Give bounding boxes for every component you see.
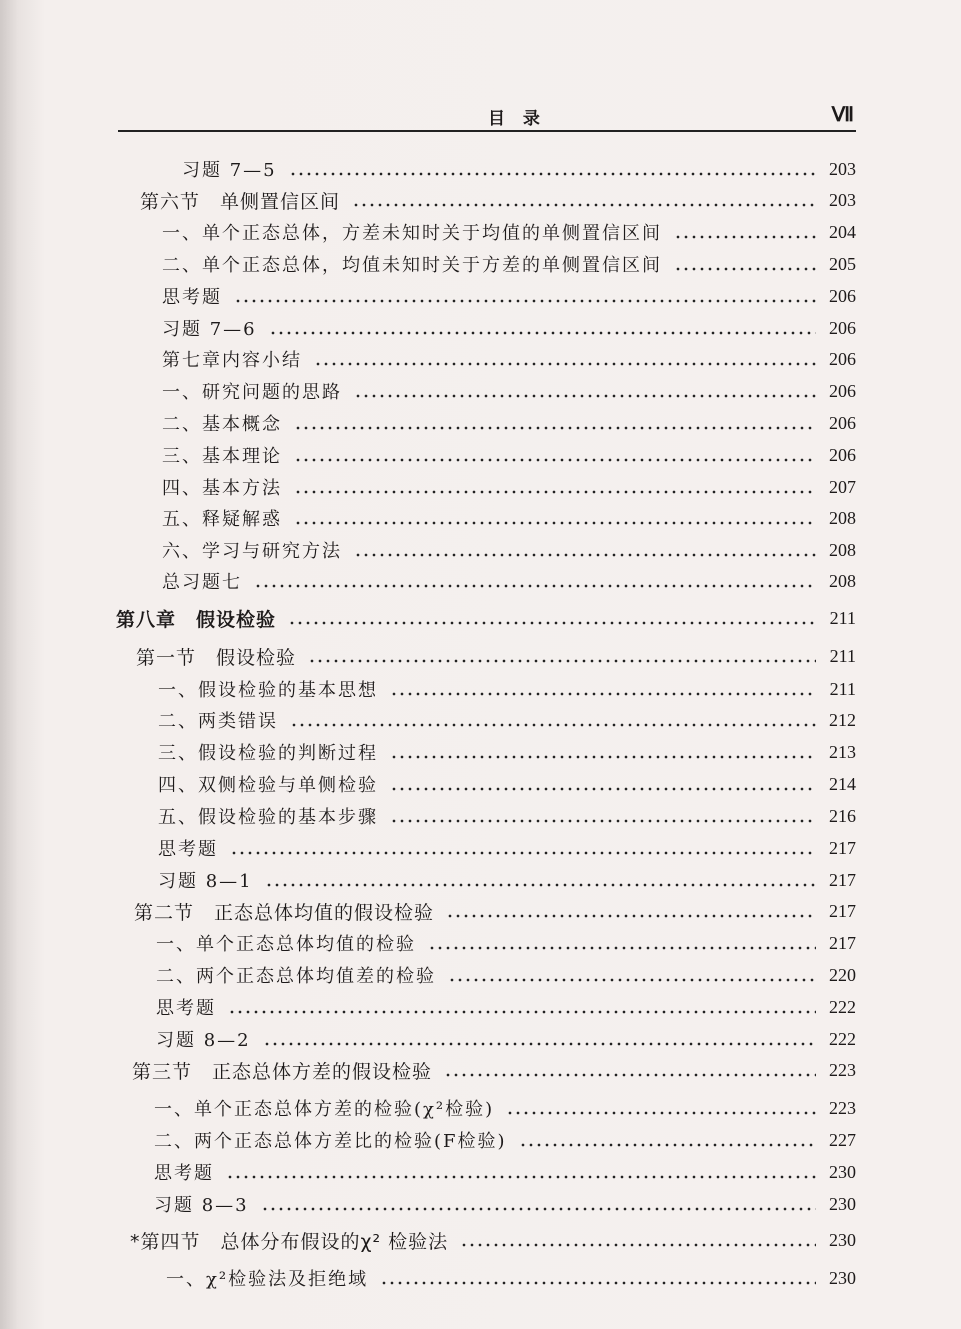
- toc-entry-title: 一、单个正态总体方差的检验(χ²检验): [154, 1099, 495, 1120]
- toc-entry-title: 习题 8—3: [154, 1195, 249, 1216]
- toc-entry-title: 五、释疑解惑: [162, 509, 282, 530]
- toc-entry-page: 223: [829, 1097, 856, 1118]
- dot-leader: [294, 521, 816, 525]
- toc-entry: [154, 1126, 856, 1154]
- toc-entry-page: 206: [829, 285, 856, 306]
- toc-entry-title: 六、学习与研究方法: [162, 541, 342, 562]
- toc-entry-page: 216: [829, 805, 856, 826]
- dot-leader: [290, 723, 816, 727]
- dot-leader: [460, 1243, 816, 1247]
- toc-entry: [162, 282, 856, 310]
- toc-entry: [162, 250, 856, 278]
- dot-leader: [390, 787, 816, 791]
- toc-entry: [158, 706, 856, 734]
- toc-entry: [162, 473, 856, 501]
- toc-entry-title: 第三节 正态总体方差的假设检验: [132, 1060, 433, 1083]
- toc-entry-page: 213: [829, 741, 856, 762]
- toc-entry-title: 思考题: [156, 998, 216, 1019]
- dot-leader: [289, 172, 816, 176]
- dot-leader: [354, 394, 816, 398]
- dot-leader: [254, 584, 816, 588]
- toc-entry-title: 第一节 假设检验: [136, 646, 297, 669]
- toc-entry-page: 227: [829, 1129, 856, 1150]
- toc-entry-page: 203: [829, 158, 856, 179]
- toc-entry-page: 205: [829, 253, 856, 274]
- toc-entry: [158, 802, 856, 830]
- toc-entry: [162, 345, 856, 373]
- toc-entry-title: 习题 8—2: [156, 1030, 251, 1051]
- toc-entry: [162, 536, 856, 564]
- toc-entry-title: 五、假设检验的基本步骤: [158, 807, 378, 828]
- toc-entry-page: 217: [829, 837, 856, 858]
- toc-entry: [134, 897, 856, 925]
- toc-entry-title: 三、基本理论: [162, 446, 282, 467]
- toc-entry-title: 思考题: [158, 839, 218, 860]
- dot-leader: [228, 1010, 816, 1014]
- dot-leader: [448, 978, 816, 982]
- toc-entry-title: 二、两类错误: [158, 711, 278, 732]
- toc-entry-page: 212: [829, 709, 856, 730]
- dot-leader: [446, 914, 816, 918]
- dot-leader: [294, 426, 816, 430]
- toc-entry: [136, 642, 856, 670]
- dot-leader: [261, 1207, 816, 1211]
- dot-leader: [444, 1073, 816, 1077]
- toc-entry-page: 230: [829, 1161, 856, 1182]
- dot-leader: [674, 235, 816, 239]
- toc-entry-page: 230: [829, 1229, 856, 1250]
- toc-entry-page: 206: [829, 412, 856, 433]
- toc-entry-page: 206: [829, 444, 856, 465]
- toc-entry: [154, 1094, 856, 1122]
- dot-leader: [352, 203, 816, 207]
- toc-entry-page: 211: [829, 645, 856, 666]
- dot-leader: [308, 659, 816, 663]
- toc-entry-page: 211: [829, 678, 856, 699]
- toc-entry: [130, 1226, 856, 1254]
- toc-entry-title: 一、单个正态总体均值的检验: [156, 934, 416, 955]
- toc-entry-page: 207: [829, 476, 856, 497]
- toc-entry-title: 第二节 正态总体均值的假设检验: [134, 901, 435, 924]
- toc-entry-title: 三、假设检验的判断过程: [158, 743, 378, 764]
- toc-entry-page: 206: [829, 317, 856, 338]
- toc-entry: [156, 993, 856, 1021]
- toc-entry-title: 习题 7—5: [182, 160, 277, 181]
- toc-entry-title: *第四节 总体分布假设的χ² 检验法: [130, 1230, 449, 1253]
- toc-entry-title: 总习题七: [162, 572, 242, 593]
- toc-entry-title: 第七章内容小结: [162, 350, 302, 371]
- toc-entry-page: 222: [829, 996, 856, 1017]
- toc-entry-page: 214: [829, 773, 856, 794]
- toc-entry-page: 230: [829, 1193, 856, 1214]
- dot-leader: [354, 553, 816, 557]
- toc-entry-title: 二、两个正态总体方差比的检验(F检验): [154, 1131, 507, 1152]
- toc-chapter-entry: [116, 604, 856, 632]
- toc-entry-title: 一、χ²检验法及拒绝域: [166, 1269, 369, 1290]
- dot-leader: [390, 692, 816, 696]
- toc-entry-title: 第六节 单侧置信区间: [140, 190, 341, 213]
- dot-leader: [314, 362, 816, 366]
- dot-leader: [288, 621, 816, 625]
- toc-entry: [162, 567, 856, 595]
- toc-entry: [156, 929, 856, 957]
- toc-entry-page: 223: [829, 1059, 856, 1080]
- dot-leader: [674, 267, 816, 271]
- toc-entry-title: 一、单个正态总体，方差未知时关于均值的单侧置信区间: [162, 223, 662, 244]
- toc-entry: [132, 1056, 856, 1084]
- dot-leader: [428, 946, 816, 950]
- header-page-number: Ⅶ: [831, 104, 854, 126]
- dot-leader: [234, 299, 816, 303]
- toc-entry: [162, 441, 856, 469]
- toc-entry-page: 208: [829, 507, 856, 528]
- toc-entry-title: 习题 7—6: [162, 319, 257, 340]
- dot-leader: [380, 1281, 816, 1285]
- toc-entry: [182, 155, 856, 183]
- toc-entry-title: 二、基本概念: [162, 414, 282, 435]
- dot-leader: [294, 490, 816, 494]
- dot-leader: [519, 1143, 816, 1147]
- header-title: 目 录: [488, 109, 546, 129]
- toc-entry-title: 二、两个正态总体均值差的检验: [156, 966, 436, 987]
- toc-entry: [158, 738, 856, 766]
- toc-entry-title: 习题 8—1: [158, 871, 253, 892]
- toc-entry-page: 206: [829, 348, 856, 369]
- toc-entry: [162, 314, 856, 342]
- toc-entry: [154, 1158, 856, 1186]
- toc-entry-page: 211: [829, 607, 856, 628]
- dot-leader: [263, 1042, 816, 1046]
- toc-entry-page: 217: [829, 932, 856, 953]
- toc-entry-page: 230: [829, 1267, 856, 1288]
- toc-entry-page: 203: [829, 189, 856, 210]
- toc-entry: [162, 409, 856, 437]
- toc-entry: [158, 866, 856, 894]
- dot-leader: [265, 883, 816, 887]
- toc-entry: [158, 770, 856, 798]
- toc-entry-page: 208: [829, 539, 856, 560]
- toc-entry-page: 220: [829, 964, 856, 985]
- toc-entry-title: 思考题: [162, 287, 222, 308]
- toc-entry: [162, 218, 856, 246]
- toc-entry-title: 第八章 假设检验: [116, 608, 277, 631]
- toc-entry-title: 一、假设检验的基本思想: [158, 680, 378, 701]
- dot-leader: [390, 819, 816, 823]
- dot-leader: [294, 458, 816, 462]
- dot-leader: [226, 1175, 816, 1179]
- toc-entry-page: 217: [829, 900, 856, 921]
- toc-entry: [166, 1264, 856, 1292]
- toc-entry: [158, 675, 856, 703]
- toc-entry-title: 四、基本方法: [162, 478, 282, 499]
- toc-entry: [162, 504, 856, 532]
- toc-entry: [162, 377, 856, 405]
- dot-leader: [506, 1111, 816, 1115]
- toc-entry: [140, 186, 856, 214]
- toc-entry-page: 217: [829, 869, 856, 890]
- dot-leader: [230, 851, 816, 855]
- toc-entry-page: 204: [829, 221, 856, 242]
- toc-entry-title: 四、双侧检验与单侧检验: [158, 775, 378, 796]
- toc-entry: [156, 961, 856, 989]
- toc-entry-page: 206: [829, 380, 856, 401]
- toc-entry-title: 思考题: [154, 1163, 214, 1184]
- toc-entry: [156, 1025, 856, 1053]
- toc-entry-title: 二、单个正态总体，均值未知时关于方差的单侧置信区间: [162, 255, 662, 276]
- toc-entry: [154, 1190, 856, 1218]
- toc-entry-page: 222: [829, 1028, 856, 1049]
- dot-leader: [269, 331, 816, 335]
- toc-entry: [158, 834, 856, 862]
- toc-entry-page: 208: [829, 570, 856, 591]
- dot-leader: [390, 755, 816, 759]
- toc-entry-title: 一、研究问题的思路: [162, 382, 342, 403]
